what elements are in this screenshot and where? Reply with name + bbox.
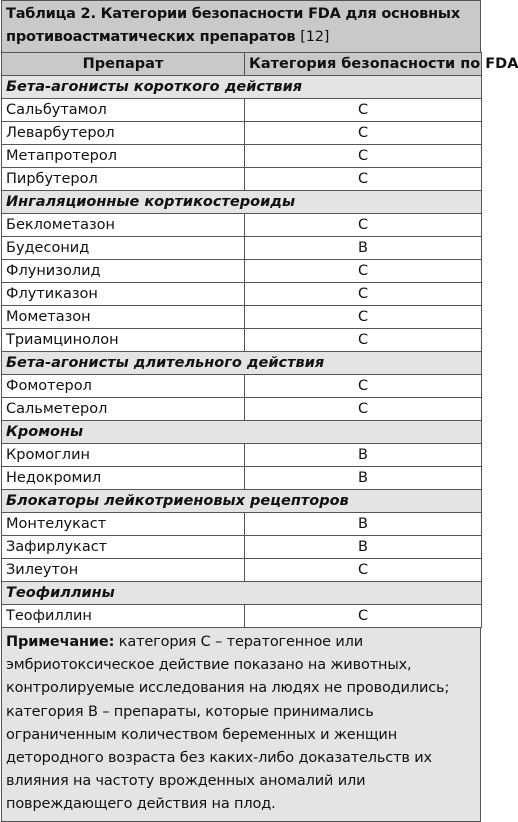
table-row [2,444,482,467]
drug-name-cell: Будесонид [2,237,245,260]
drug-name-cell: Беклометазон [2,214,245,237]
note-text: категория С – тератогенное или эмбриотоксическое действие показано на животных, контролируемые исследования на людях не проводились; категория В – препараты, которые принимались ограниченным количеством беременных и женщин детородного возраста без каких-либо доказательств их влияния на частоту врожденных аномалий или повреждающего действия на плод. [6,634,450,813]
drug-safety-table [1,52,518,628]
table-row [2,329,482,352]
drug-name-cell: Недокромил [2,467,245,490]
table-row [2,375,482,398]
group-heading: Теофиллины [2,582,482,605]
group-row [2,490,482,513]
category-cell: C [245,329,482,352]
drug-name-cell: Сальбутамол [2,99,245,122]
fda-table-document [1,0,518,822]
table-row [2,99,482,122]
category-cell: B [245,467,482,490]
table-row [2,513,482,536]
group-row [2,76,482,99]
table-title-text: Таблица 2. Категории безопасности FDA для основных противоастматических препаратов [6,6,460,45]
drug-name-cell: Триамцинолон [2,329,245,352]
category-cell: B [245,536,482,559]
category-cell: C [245,283,482,306]
table-row [2,168,482,191]
group-row [2,352,482,375]
group-row [2,421,482,444]
drug-name-cell: Метапротерол [2,145,245,168]
category-cell: C [245,375,482,398]
drug-name-cell: Леварбутерол [2,122,245,145]
category-cell: C [245,559,482,582]
table-row [2,145,482,168]
table-row [2,283,482,306]
table-reference: [12] [300,29,330,45]
category-cell: C [245,306,482,329]
category-cell: C [245,145,482,168]
category-cell: B [245,237,482,260]
group-heading: Бета-агонисты короткого действия [2,76,482,99]
table-header-row [2,53,482,76]
group-row [2,191,482,214]
category-cell: C [245,605,482,628]
category-cell: C [245,260,482,283]
table-row [2,237,482,260]
group-row [2,582,482,605]
drug-name-cell: Фомотерол [2,375,245,398]
table-note [1,628,481,822]
note-label: Примечание: [6,634,115,650]
table-title [1,0,481,52]
category-cell: C [245,398,482,421]
header-drug: Препарат [2,53,245,76]
category-cell: C [245,99,482,122]
drug-name-cell: Флунизолид [2,260,245,283]
group-heading: Кромоны [2,421,482,444]
group-heading: Блокаторы лейкотриеновых рецепторов [2,490,482,513]
group-heading: Бета-агонисты длительного действия [2,352,482,375]
drug-name-cell: Монтелукаст [2,513,245,536]
drug-name-cell: Мометазон [2,306,245,329]
category-cell: B [245,444,482,467]
drug-name-cell: Сальметерол [2,398,245,421]
header-category: Категория безопасности по FDA [245,53,482,76]
table-row [2,605,482,628]
drug-name-cell: Зафирлукаст [2,536,245,559]
drug-name-cell: Кромоглин [2,444,245,467]
table-row [2,306,482,329]
category-cell: B [245,513,482,536]
group-heading: Ингаляционные кортикостероиды [2,191,482,214]
table-body [2,76,482,628]
drug-name-cell: Флутиказон [2,283,245,306]
category-cell: C [245,122,482,145]
table-row [2,398,482,421]
table-row [2,559,482,582]
table-row [2,467,482,490]
table-row [2,536,482,559]
table-row [2,122,482,145]
table-row [2,260,482,283]
drug-name-cell: Зилеутон [2,559,245,582]
category-cell: C [245,168,482,191]
category-cell: C [245,214,482,237]
drug-name-cell: Теофиллин [2,605,245,628]
table-row [2,214,482,237]
drug-name-cell: Пирбутерол [2,168,245,191]
